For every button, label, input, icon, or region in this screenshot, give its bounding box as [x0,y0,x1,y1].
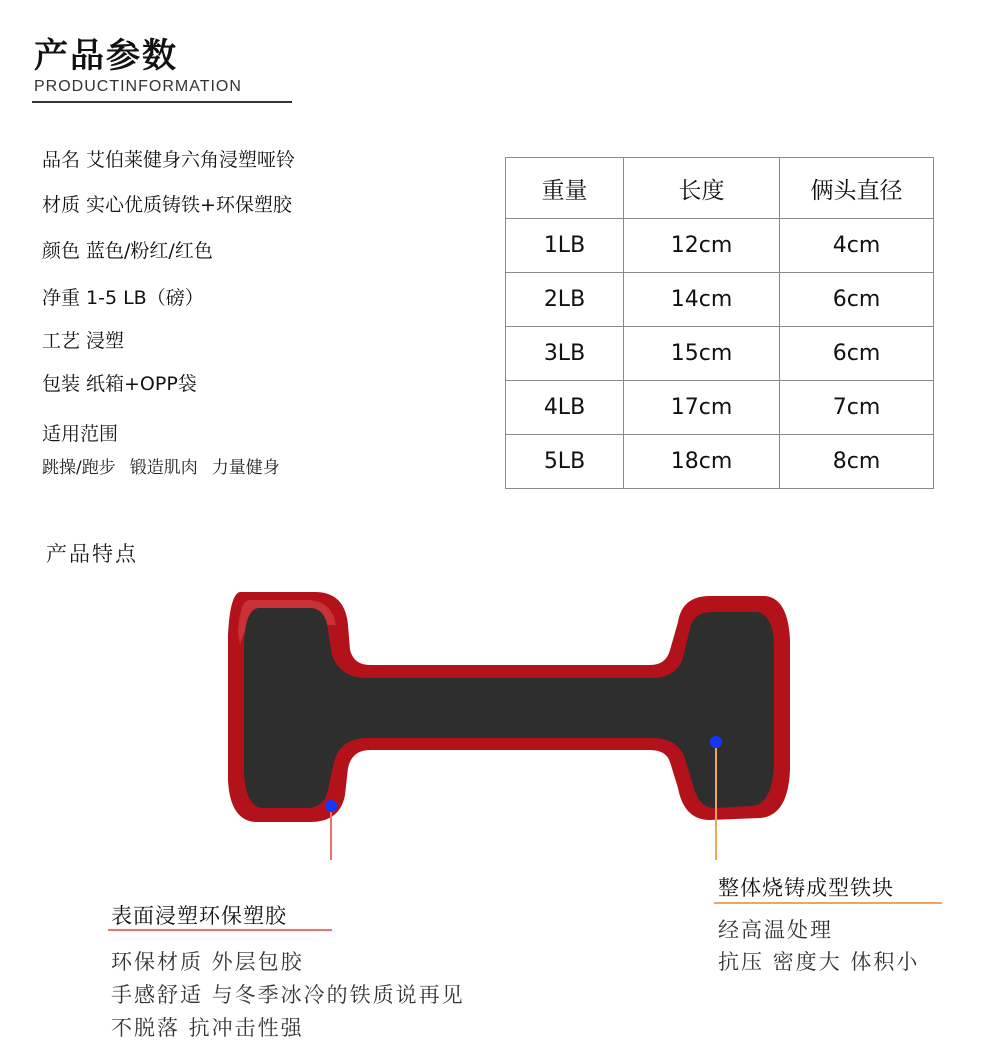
page-title: 产品参数 [34,36,178,76]
cell-length: 14cm [624,273,780,327]
callout-left-heading: 表面浸塑环保塑胶 [111,904,287,928]
cell-weight: 3LB [506,327,624,381]
callout-left-line: 环保材质 外层包胶 [111,950,304,974]
spec-label: 净重 [42,287,81,309]
size-table [505,157,934,489]
spec-value: 浸塑 [86,330,125,352]
callout-right-heading: 整体烧铸成型铁块 [718,876,894,900]
page-subtitle: PRODUCTINFORMATION [34,78,242,95]
spec-row-name [42,145,295,172]
header-diameter: 俩头直径 [780,158,934,219]
spec-label: 包装 [42,373,81,395]
spec-label: 颜色 [42,240,81,262]
callout-left-line: 不脱落 抗冲击性强 [111,1016,304,1040]
cell-diameter: 7cm [780,381,934,435]
cell-diameter: 6cm [780,327,934,381]
callout-left-underline [108,929,332,931]
marker-dot-right [710,736,722,748]
table-row [506,381,934,435]
spec-value: 艾伯莱健身六角浸塑哑铃 [86,149,296,171]
cell-diameter: 6cm [780,273,934,327]
dumbbell-image [200,570,820,860]
cell-weight: 2LB [506,273,624,327]
cell-weight: 5LB [506,435,624,489]
table-row [506,219,934,273]
cell-length: 15cm [624,327,780,381]
cell-diameter: 4cm [780,219,934,273]
spec-row-weight [42,283,204,310]
usage-label: 适用范围 [42,423,119,445]
header-length: 长度 [624,158,780,219]
usage-item: 锻造肌肉 [129,458,198,478]
header-weight: 重量 [506,158,624,219]
header-divider [32,101,292,103]
table-row [506,327,934,381]
cell-weight: 1LB [506,219,624,273]
spec-row-color [42,236,213,263]
spec-label: 材质 [42,194,81,216]
cell-length: 12cm [624,219,780,273]
callout-left-line: 手感舒适 与冬季冰冷的铁质说再见 [111,983,465,1007]
table-header-row [506,158,934,219]
dumbbell-face [244,608,774,808]
spec-value: 蓝色/粉红/红色 [86,240,213,262]
callout-right-line: 抗压 密度大 体积小 [718,950,920,974]
usage-item: 力量健身 [211,458,280,478]
cell-length: 17cm [624,381,780,435]
spec-value: 实心优质铸铁+环保塑胶 [86,194,292,216]
spec-label: 品名 [42,149,81,171]
spec-row-material [42,190,292,217]
usage-item: 跳操/跑步 [42,458,116,478]
usage-values [42,453,294,478]
table-row [506,435,934,489]
spec-value: 纸箱+OPP袋 [86,373,197,395]
features-title: 产品特点 [46,542,138,566]
spec-row-process [42,326,124,353]
spec-label: 工艺 [42,330,81,352]
cell-diameter: 8cm [780,435,934,489]
spec-value: 1-5 LB（磅） [86,287,204,309]
cell-weight: 4LB [506,381,624,435]
callout-right-line: 经高温处理 [718,918,833,942]
marker-dot-left [325,800,337,812]
cell-length: 18cm [624,435,780,489]
spec-row-package [42,369,197,396]
table-row [506,273,934,327]
callout-right-underline [714,902,942,904]
